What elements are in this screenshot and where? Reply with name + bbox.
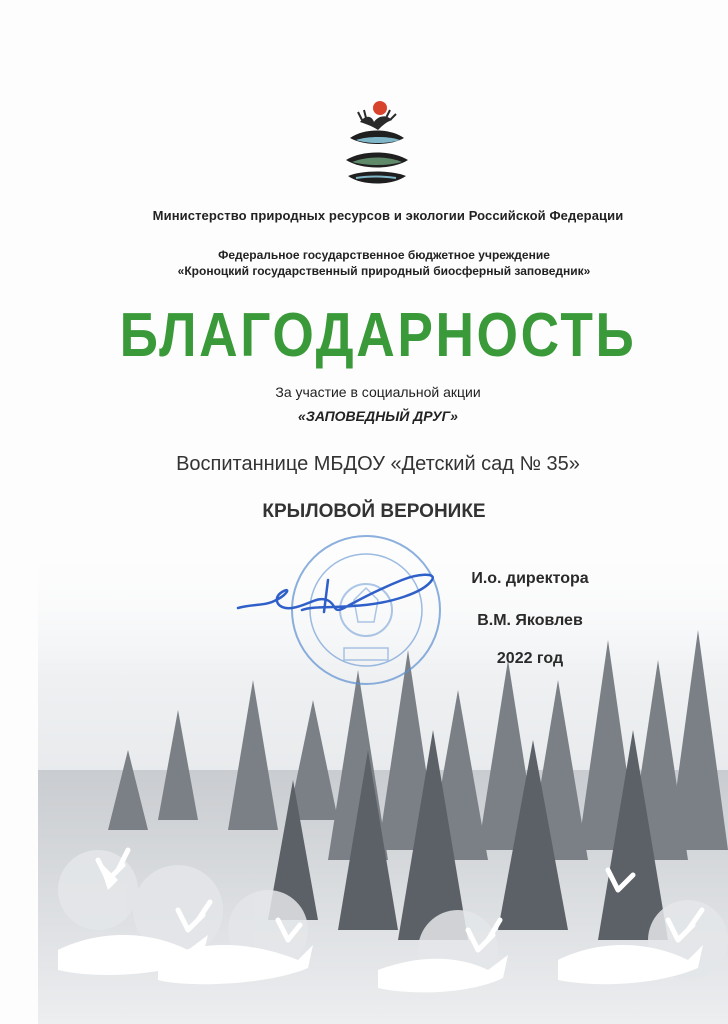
action-name: «ЗАПОВЕДНЫЙ ДРУГ» (298, 408, 458, 424)
certificate-title: БЛАГОДАРНОСТЬ (119, 301, 637, 370)
institution-type: Федеральное государственное бюджетное учреждение (218, 248, 550, 262)
reserve-emblem-icon (342, 100, 412, 192)
recipient-name: КРЫЛОВОЙ ВЕРОНИКЕ (262, 501, 486, 522)
signer-position: И.о. директора (471, 570, 589, 587)
ministry-name: Министерство природных ресурсов и экологии Российской Федерации (152, 208, 624, 223)
director-signature (232, 566, 452, 626)
signer-name: В.М. Яковлев (477, 612, 583, 629)
certificate-year: 2022 год (496, 650, 564, 667)
recipient-prefix: Воспитаннице МБДОУ «Детский сад № 35» (176, 453, 580, 475)
action-text: За участие в социальной акции (275, 384, 481, 400)
institution-name: «Кроноцкий государственный природный биосферный заповедник» (177, 264, 591, 278)
